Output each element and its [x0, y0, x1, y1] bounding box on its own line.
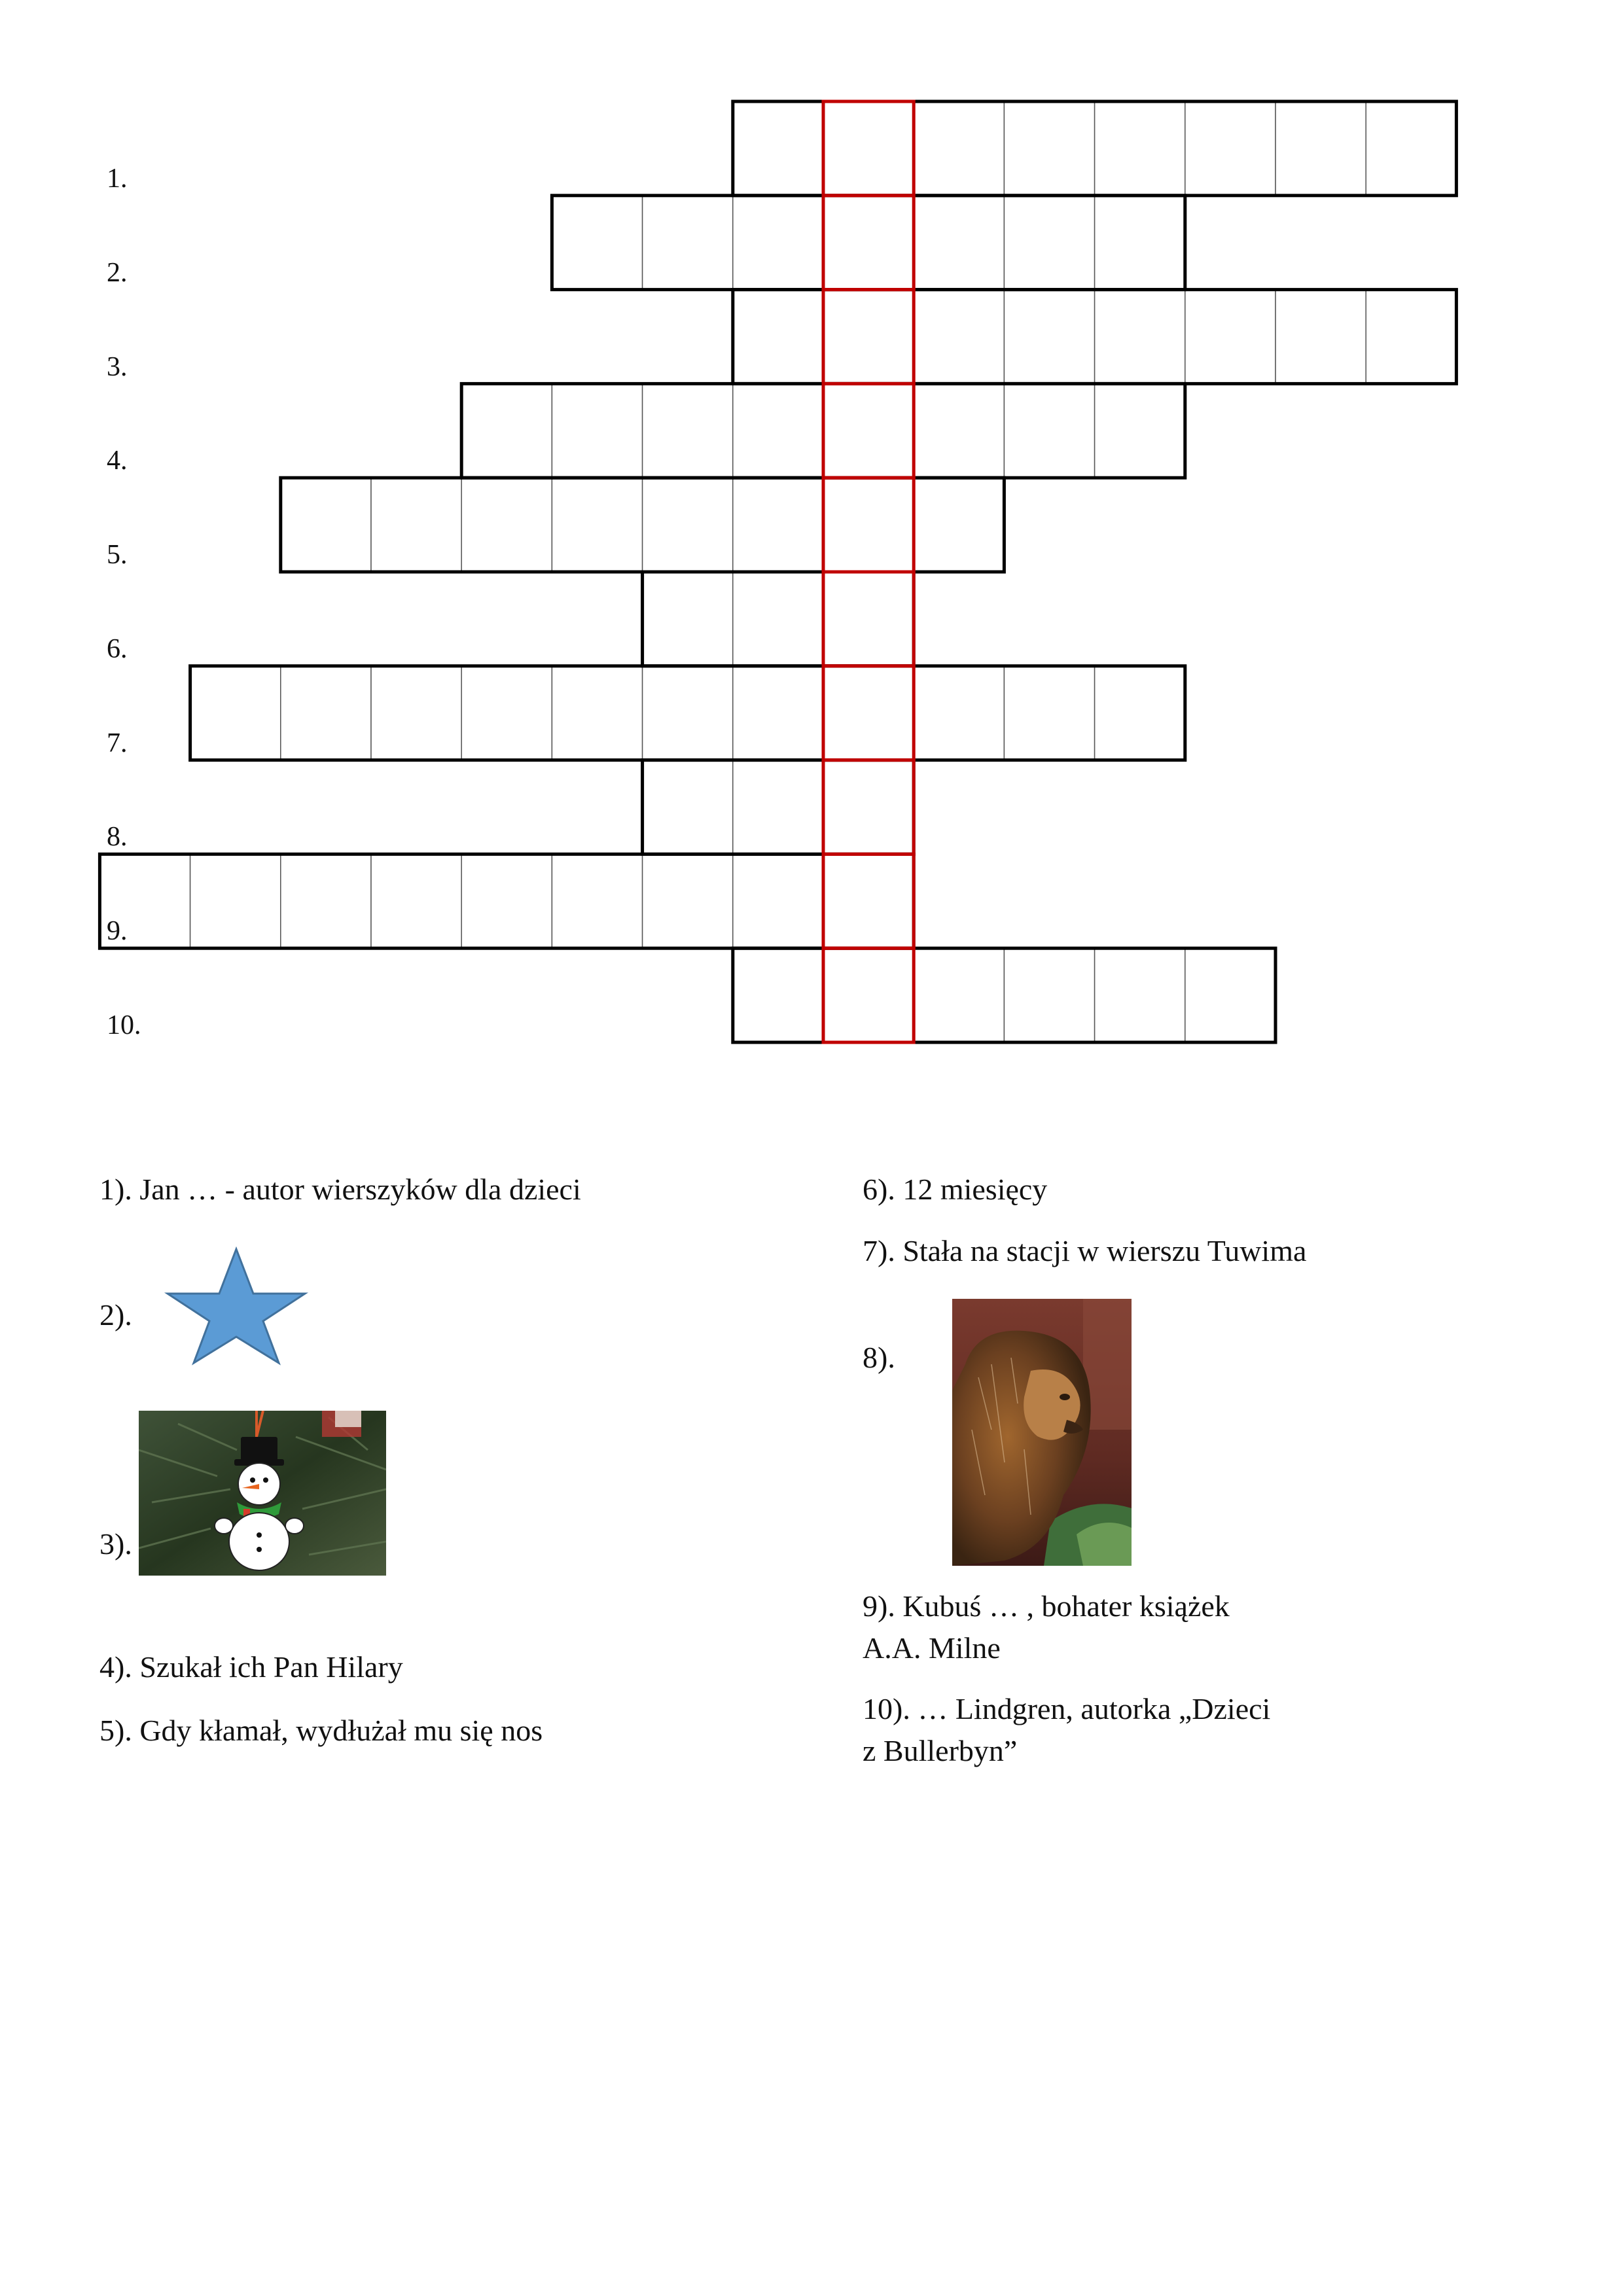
row-number-4: 4.	[107, 446, 128, 476]
crossword-cell[interactable]	[1275, 101, 1366, 196]
crossword-cell[interactable]	[1095, 383, 1185, 478]
crossword-cell[interactable]	[371, 666, 461, 760]
row-number-6: 6.	[107, 634, 128, 664]
clue-9-text: 9). Kubuś … , bohater książek A.A. Milne	[863, 1589, 1230, 1665]
clue-5	[99, 1710, 543, 1752]
password-cell[interactable]	[823, 854, 914, 948]
crossword-cell[interactable]	[552, 383, 642, 478]
crossword-cell[interactable]	[552, 196, 642, 290]
crossword-cell[interactable]	[733, 101, 823, 196]
password-cell[interactable]	[823, 760, 914, 855]
crossword-cell[interactable]	[1095, 101, 1185, 196]
crossword-cell[interactable]	[914, 196, 1004, 290]
row-number-10: 10.	[107, 1010, 141, 1040]
clue-2	[99, 1294, 132, 1336]
crossword-cell[interactable]	[733, 290, 823, 384]
crossword-cell[interactable]	[281, 666, 371, 760]
clue-5-text: 5). Gdy kłamał, wydłużał mu się nos	[99, 1714, 543, 1747]
clue-3-text: 3).	[99, 1527, 132, 1561]
crossword-cell[interactable]	[552, 478, 642, 572]
password-cell[interactable]	[823, 948, 914, 1042]
password-cell[interactable]	[823, 101, 914, 196]
clue-10	[863, 1688, 1270, 1772]
lion-image	[952, 1299, 1132, 1566]
crossword-cell[interactable]	[1275, 290, 1366, 384]
crossword-cell[interactable]	[1095, 196, 1185, 290]
clue-7-text: 7). Stała na stacji w wierszu Tuwima	[863, 1234, 1307, 1267]
crossword-cell[interactable]	[643, 196, 733, 290]
crossword-cell[interactable]	[643, 760, 733, 855]
crossword-cell[interactable]	[461, 383, 552, 478]
crossword-cell[interactable]	[461, 478, 552, 572]
crossword-cell[interactable]	[1004, 383, 1094, 478]
crossword-cell[interactable]	[552, 854, 642, 948]
crossword-cell[interactable]	[1095, 666, 1185, 760]
crossword-cell[interactable]	[1095, 948, 1185, 1042]
crossword-cell[interactable]	[461, 854, 552, 948]
clue-10-text: 10). … Lindgren, autorka „Dzieci z Bullerbyn”	[863, 1692, 1271, 1767]
crossword-cell[interactable]	[914, 290, 1004, 384]
crossword-cell[interactable]	[1366, 101, 1456, 196]
crossword-cell[interactable]	[1095, 290, 1185, 384]
crossword-cell[interactable]	[733, 760, 823, 855]
crossword-cell[interactable]	[643, 854, 733, 948]
clue-1-text: 1). Jan … - autor wierszyków dla dzieci	[99, 1173, 581, 1206]
crossword-cell[interactable]	[643, 383, 733, 478]
crossword-cell[interactable]	[914, 666, 1004, 760]
crossword-cell[interactable]	[190, 854, 281, 948]
crossword-cell[interactable]	[190, 666, 281, 760]
crossword-cell[interactable]	[733, 383, 823, 478]
crossword-cell[interactable]	[733, 666, 823, 760]
clue-2-text: 2).	[99, 1298, 132, 1332]
crossword-cell[interactable]	[1004, 290, 1094, 384]
row-number-5: 5.	[107, 540, 128, 570]
clue-4-text: 4). Szukał ich Pan Hilary	[99, 1650, 403, 1684]
crossword-cell[interactable]	[461, 666, 552, 760]
crossword-cell[interactable]	[1004, 196, 1094, 290]
crossword-cell[interactable]	[1004, 101, 1094, 196]
snowman-ornament-image	[139, 1411, 386, 1576]
crossword-cell[interactable]	[371, 478, 461, 572]
crossword-cell[interactable]	[733, 854, 823, 948]
password-cell[interactable]	[823, 290, 914, 384]
row-number-7: 7.	[107, 728, 128, 758]
password-cell[interactable]	[823, 383, 914, 478]
crossword-cell[interactable]	[914, 478, 1004, 572]
blue-star-icon	[164, 1246, 309, 1366]
crossword-cell[interactable]	[733, 572, 823, 666]
crossword-cell[interactable]	[914, 101, 1004, 196]
crossword-cell[interactable]	[643, 478, 733, 572]
crossword-cell[interactable]	[1185, 101, 1275, 196]
crossword-cell[interactable]	[733, 948, 823, 1042]
clue-3	[99, 1523, 132, 1565]
clue-4	[99, 1646, 403, 1688]
password-cell[interactable]	[823, 196, 914, 290]
clue-7	[863, 1230, 1306, 1272]
clue-8	[863, 1337, 895, 1379]
crossword-cell[interactable]	[1366, 290, 1456, 384]
clue-6-text: 6). 12 miesięcy	[863, 1173, 1048, 1206]
crossword-cell[interactable]	[1185, 948, 1275, 1042]
row-number-3: 3.	[107, 352, 128, 382]
clue-1	[99, 1169, 581, 1210]
crossword-cell[interactable]	[1004, 666, 1094, 760]
password-cell[interactable]	[823, 666, 914, 760]
crossword-cell[interactable]	[643, 572, 733, 666]
clue-8-text: 8).	[863, 1341, 895, 1374]
row-number-2: 2.	[107, 258, 128, 288]
crossword-cell[interactable]	[733, 196, 823, 290]
crossword-cell[interactable]	[733, 478, 823, 572]
crossword-cell[interactable]	[914, 383, 1004, 478]
row-number-8: 8.	[107, 822, 128, 852]
crossword-cell[interactable]	[552, 666, 642, 760]
crossword-cell[interactable]	[281, 478, 371, 572]
crossword-cell[interactable]	[281, 854, 371, 948]
clue-9	[863, 1585, 1230, 1669]
row-number-1: 1.	[107, 164, 128, 194]
crossword-cell[interactable]	[914, 948, 1004, 1042]
crossword-cell[interactable]	[643, 666, 733, 760]
clue-6	[863, 1169, 1047, 1210]
password-cell[interactable]	[823, 572, 914, 666]
crossword-cell[interactable]	[1185, 290, 1275, 384]
password-cell[interactable]	[823, 478, 914, 572]
crossword-cell[interactable]	[1004, 948, 1094, 1042]
crossword-cell[interactable]	[371, 854, 461, 948]
row-number-9: 9.	[107, 916, 128, 946]
